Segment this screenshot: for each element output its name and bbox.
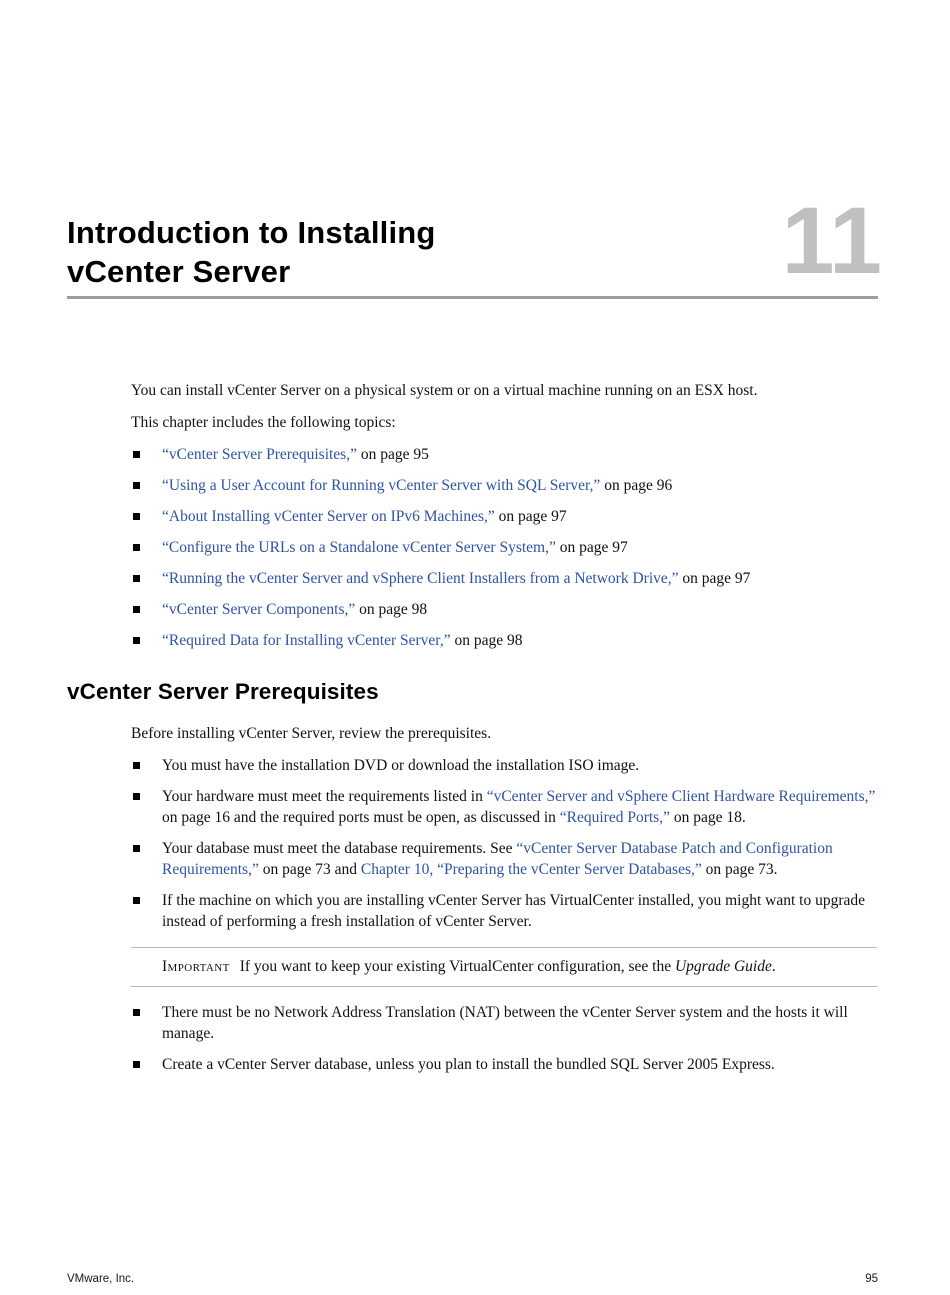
- doc-link[interactable]: “Required Data for Installing vCenter Server,”: [162, 632, 451, 649]
- list-item: [131, 537, 877, 558]
- topics-list: [131, 444, 877, 651]
- list-item-text: [162, 840, 833, 878]
- text-run: You must have the installation DVD or download the installation ISO image.: [162, 757, 640, 774]
- footer: [67, 1273, 878, 1285]
- doc-link[interactable]: “Required Ports,”: [559, 809, 670, 826]
- text-run: If the machine on which you are installing vCenter Server has VirtualCenter installed, you might want to upgrade instead of performing a fresh installation of vCenter Server.: [162, 892, 865, 930]
- footer-company: VMware, Inc.: [67, 1273, 135, 1285]
- bullet-square-icon: [133, 1061, 140, 1068]
- doc-link[interactable]: “Configure the URLs on a Standalone vCenter Server System,”: [162, 539, 556, 556]
- text-run: on page 97: [555, 539, 628, 556]
- list-item-text: [162, 1056, 775, 1073]
- bullet-square-icon: [133, 762, 140, 769]
- list-item: [131, 506, 877, 527]
- topics-lead: This chapter includes the following topics:: [131, 414, 396, 431]
- list-item: [131, 568, 877, 589]
- intro-paragraph: You can install vCenter Server on a physical system or on a virtual machine running on an ESX host.: [131, 382, 758, 399]
- chapter-number: 11: [781, 188, 882, 294]
- list-item: [131, 630, 877, 651]
- text-run: on page 95: [356, 446, 429, 463]
- text-run: on page 73 and: [258, 861, 361, 878]
- list-item: [131, 838, 877, 880]
- prerequisites-list: [131, 755, 877, 1075]
- footer-page-number: 95: [865, 1273, 878, 1285]
- bullet-square-icon: [133, 606, 140, 613]
- section-lead: Before installing vCenter Server, review the prerequisites.: [131, 725, 492, 742]
- text-run: on page 97: [678, 570, 751, 587]
- bullet-square-icon: [133, 544, 140, 551]
- chapter-title: [67, 213, 878, 291]
- title-rule: [67, 296, 878, 299]
- bullet-square-icon: [133, 1009, 140, 1016]
- doc-link[interactable]: “vCenter Server and vSphere Client Hardware Requirements,”: [486, 788, 876, 805]
- text-run: Your hardware must meet the requirements listed in: [162, 788, 487, 805]
- section-heading: vCenter Server Prerequisites: [67, 679, 379, 704]
- text-run: on page 98: [450, 632, 523, 649]
- bullet-square-icon: [133, 897, 140, 904]
- list-item: [131, 755, 877, 776]
- list-item-text: [162, 601, 427, 618]
- chapter-title-line1: Introduction to Installing: [67, 215, 436, 250]
- bullet-square-icon: [133, 793, 140, 800]
- text-run: Your database must meet the database requirements. See: [162, 840, 517, 857]
- text-run: on page 73.: [701, 861, 778, 878]
- bullet-square-icon: [133, 482, 140, 489]
- list-item-text: [162, 892, 865, 930]
- text-run: If you want to keep your existing VirtualCenter configuration, see the: [239, 958, 675, 975]
- text-run: There must be no Network Address Translation (NAT) between the vCenter Server system and the hosts it will manage.: [162, 1004, 848, 1042]
- text-run: on page 16 and the required ports must be open, as discussed in: [162, 809, 560, 826]
- doc-link[interactable]: “vCenter Server Prerequisites,”: [162, 446, 357, 463]
- list-item-text: [162, 539, 628, 556]
- doc-link[interactable]: “Running the vCenter Server and vSphere Client Installers from a Network Drive,”: [162, 570, 679, 587]
- bullet-square-icon: [133, 845, 140, 852]
- doc-link[interactable]: “About Installing vCenter Server on IPv6 Machines,”: [162, 508, 495, 525]
- bullet-square-icon: [133, 451, 140, 458]
- list-item-text: [162, 1004, 848, 1042]
- important-note: [131, 947, 877, 987]
- text-run: on page 96: [600, 477, 673, 494]
- list-item: [131, 786, 877, 828]
- doc-link[interactable]: “vCenter Server Database Patch and Configuration Requirements,”: [162, 840, 833, 878]
- text-run: Create a vCenter Server database, unless you plan to install the bundled SQL Server 2005 Express.: [162, 1056, 775, 1073]
- text-run: on page 98: [355, 601, 428, 618]
- chapter-title-line2: vCenter Server: [67, 254, 291, 289]
- list-item-text: [162, 632, 523, 649]
- bullet-square-icon: [133, 513, 140, 520]
- list-item: [131, 444, 877, 465]
- doc-link[interactable]: “vCenter Server Components,”: [162, 601, 356, 618]
- list-item: [131, 1054, 877, 1075]
- text-run: on page 18.: [669, 809, 746, 826]
- list-item-text: [162, 508, 567, 525]
- list-item: [131, 599, 877, 620]
- doc-link[interactable]: Chapter 10, “Preparing the vCenter Server Databases,”: [360, 861, 702, 878]
- chapter-header: [67, 188, 882, 294]
- list-item: [131, 890, 877, 932]
- text-run: on page 97: [494, 508, 567, 525]
- bullet-square-icon: [133, 575, 140, 582]
- italic-text: Upgrade Guide: [674, 958, 772, 975]
- note-label: Important: [162, 958, 230, 975]
- content: [67, 380, 877, 1085]
- doc-link[interactable]: “Using a User Account for Running vCenter Server with SQL Server,”: [162, 477, 601, 494]
- list-item-text: [162, 477, 672, 494]
- list-item-text: [162, 788, 875, 826]
- list-item-text: [162, 757, 639, 774]
- list-item: [131, 1002, 877, 1044]
- list-item: [131, 475, 877, 496]
- text-run: .: [771, 958, 776, 975]
- list-item-text: [162, 446, 429, 463]
- list-item-text: [162, 570, 750, 587]
- bullet-square-icon: [133, 637, 140, 644]
